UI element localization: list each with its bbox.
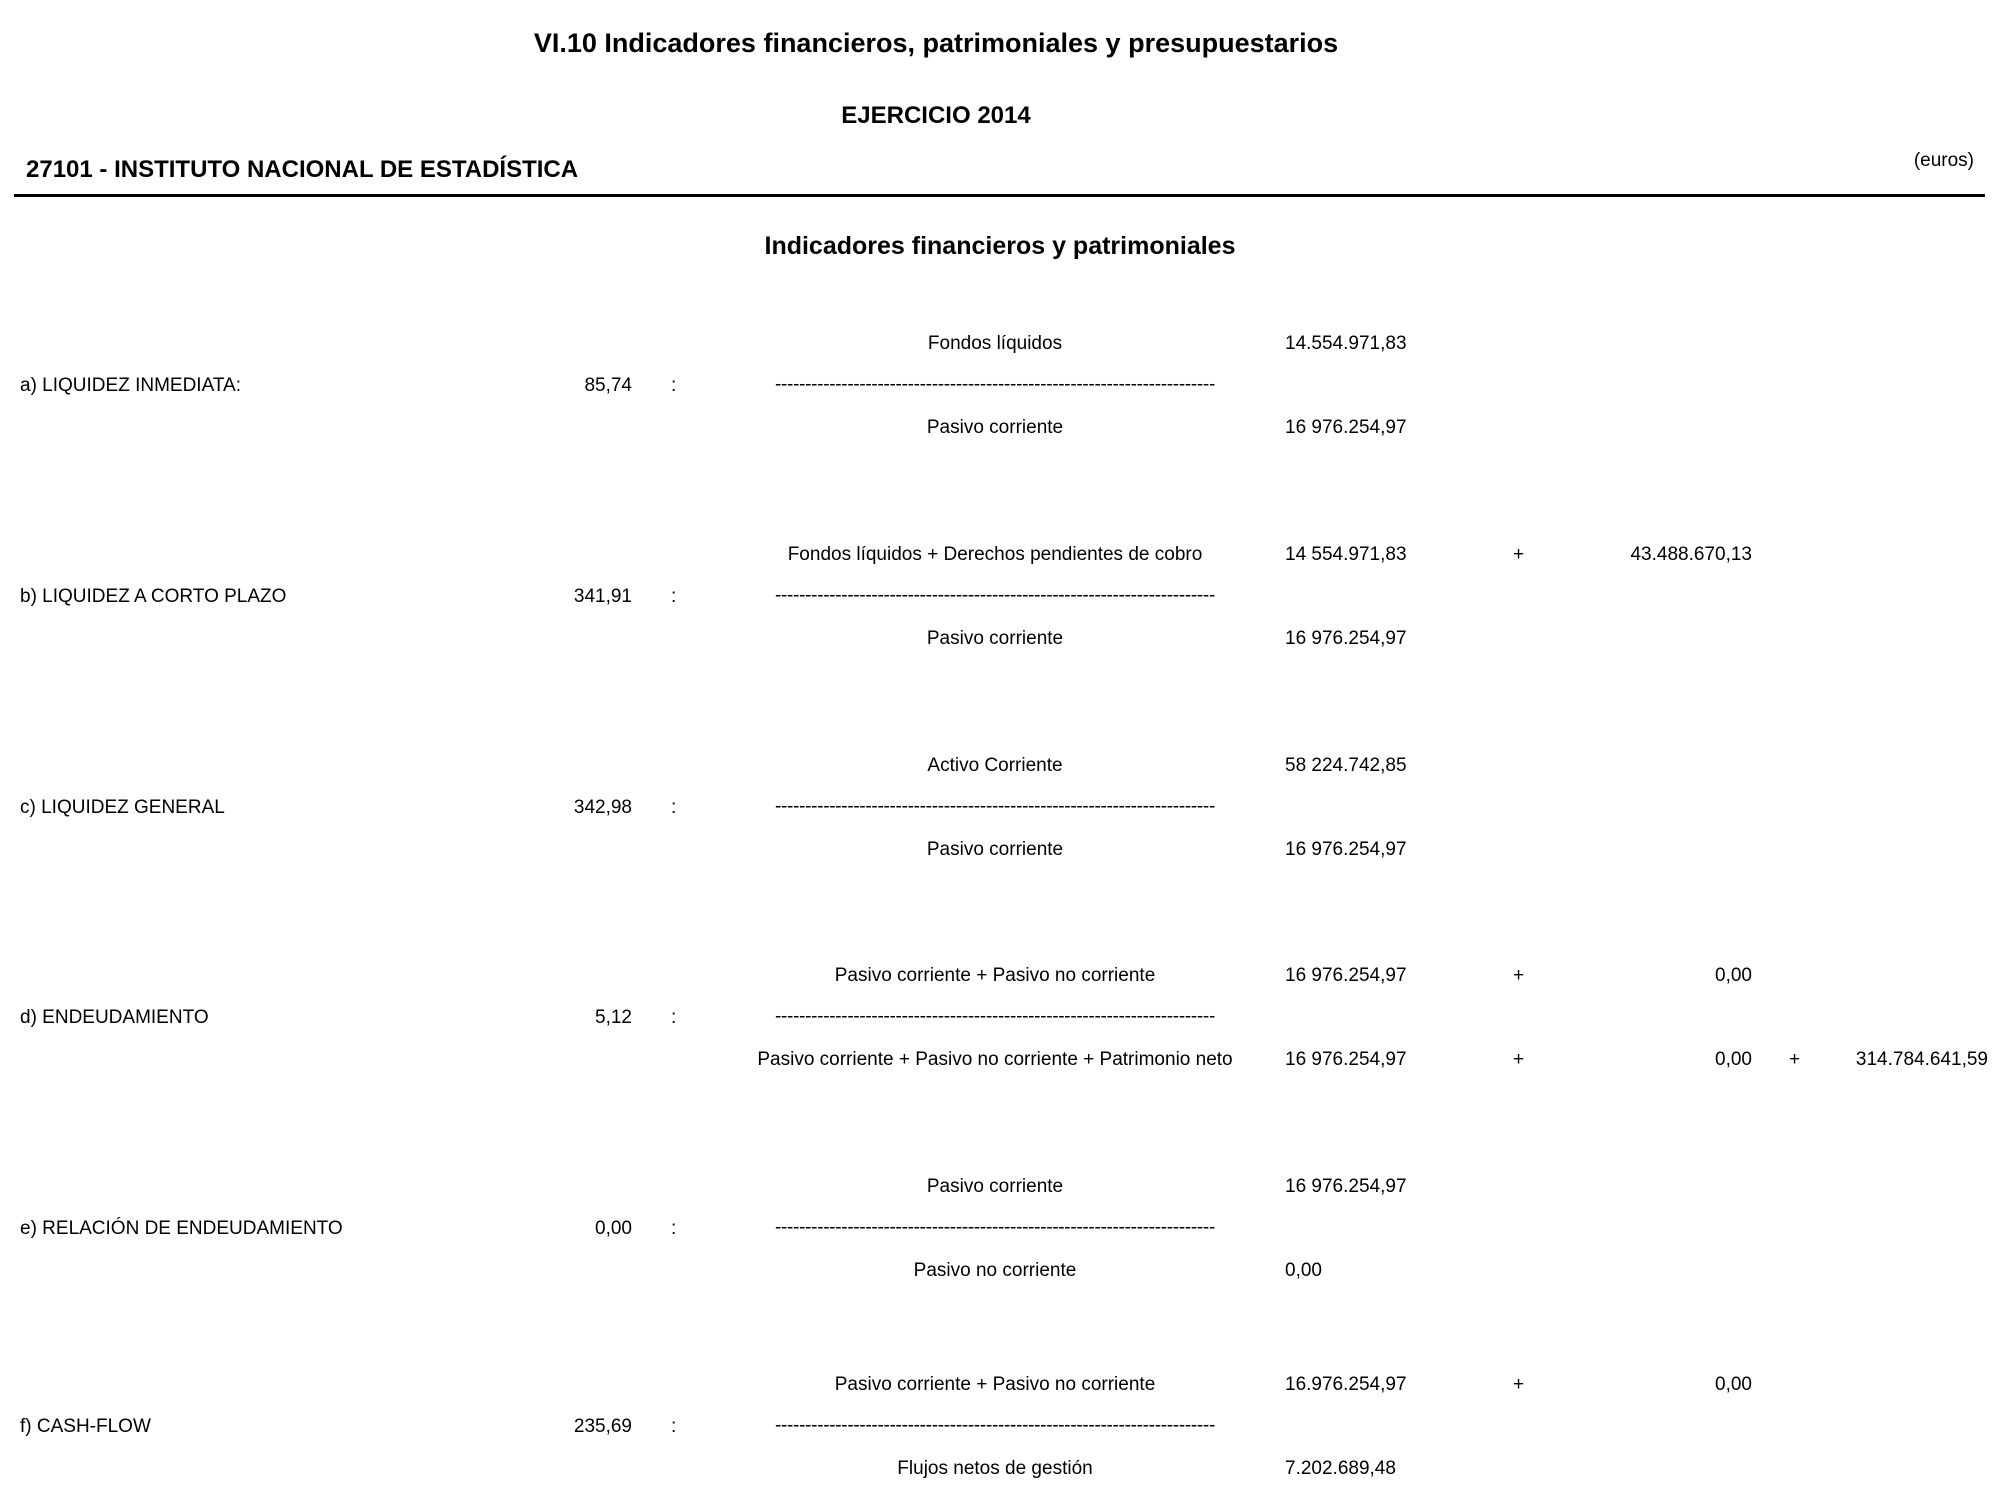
numerator-text: Pasivo corriente + Pasivo no corriente — [834, 965, 1156, 986]
indicator-colon: : — [671, 375, 677, 396]
report-title: VI.10 Indicadores financieros, patrimoniales y presupuestarios — [533, 28, 1339, 58]
indicator-label: b) LIQUIDEZ A CORTO PLAZO — [20, 586, 287, 607]
indicator-label: e) RELACIÓN DE ENDEUDAMIENTO — [20, 1218, 343, 1239]
indicator-colon: : — [671, 1218, 677, 1239]
numerator-plus-1: + — [1513, 1374, 1525, 1395]
denominator-text: Pasivo corriente + Pasivo no corriente + Patrimonio neto — [757, 1049, 1233, 1070]
indicator-label: f) CASH-FLOW — [20, 1416, 151, 1437]
numerator-plus-1: + — [1513, 965, 1525, 986]
denominator-amount-1: 16 976.254,97 — [1285, 839, 1407, 860]
header-rule — [14, 194, 1985, 197]
numerator-text: Pasivo corriente — [926, 1176, 1064, 1197]
denominator-text: Pasivo no corriente — [913, 1260, 1077, 1281]
numerator-amount-2: 43.488.670,13 — [1630, 544, 1752, 565]
numerator-amount-1: 14.554.971,83 — [1285, 333, 1407, 354]
numerator-text: Pasivo corriente + Pasivo no corriente — [834, 1374, 1156, 1395]
indicator-colon: : — [671, 1416, 677, 1437]
denominator-amount-1: 7.202.689,48 — [1285, 1458, 1396, 1479]
numerator-amount-2: 0,00 — [1715, 1374, 1752, 1395]
denominator-amount-2: 0,00 — [1715, 1049, 1752, 1070]
fraction-divider: ------------------------------------------------------------------------- — [775, 796, 1215, 817]
entity-name: 27101 - INSTITUTO NACIONAL DE ESTADÍSTICA — [26, 156, 579, 183]
indicator-value: 0,00 — [595, 1218, 632, 1239]
indicator-label: a) LIQUIDEZ INMEDIATA: — [20, 375, 241, 396]
indicator-value: 342,98 — [573, 797, 632, 818]
indicator-colon: : — [671, 1007, 677, 1028]
denominator-amount-1: 16 976.254,97 — [1285, 1049, 1407, 1070]
numerator-amount-1: 14 554.971,83 — [1285, 544, 1407, 565]
indicator-colon: : — [671, 797, 677, 818]
numerator-text: Activo Corriente — [927, 755, 1063, 776]
fraction-divider: ------------------------------------------------------------------------- — [775, 1006, 1215, 1027]
denominator-text: Pasivo corriente — [926, 628, 1064, 649]
indicator-colon: : — [671, 586, 677, 607]
indicator-label: c) LIQUIDEZ GENERAL — [20, 797, 225, 818]
indicator-label: d) ENDEUDAMIENTO — [20, 1007, 209, 1028]
report-subtitle: EJERCICIO 2014 — [841, 102, 1031, 129]
numerator-plus-1: + — [1513, 544, 1525, 565]
fraction-divider: ------------------------------------------------------------------------- — [775, 1217, 1215, 1238]
fraction-divider: ------------------------------------------------------------------------- — [775, 374, 1215, 395]
numerator-amount-1: 16.976.254,97 — [1285, 1374, 1407, 1395]
denominator-text: Pasivo corriente — [926, 417, 1064, 438]
indicator-value: 85,74 — [584, 375, 632, 396]
numerator-text: Fondos líquidos — [927, 333, 1063, 354]
denominator-plus-1: + — [1513, 1049, 1525, 1070]
indicator-value: 5,12 — [595, 1007, 632, 1028]
denominator-text: Pasivo corriente — [926, 839, 1064, 860]
fraction-divider: ------------------------------------------------------------------------- — [775, 585, 1215, 606]
denominator-text: Flujos netos de gestión — [897, 1458, 1093, 1479]
indicator-value: 235,69 — [573, 1416, 632, 1437]
fraction-divider: ------------------------------------------------------------------------- — [775, 1415, 1215, 1436]
numerator-amount-1: 16 976.254,97 — [1285, 1176, 1407, 1197]
denominator-amount-1: 0,00 — [1285, 1260, 1322, 1281]
numerator-amount-1: 16 976.254,97 — [1285, 965, 1407, 986]
numerator-amount-2: 0,00 — [1715, 965, 1752, 986]
denominator-plus-2: + — [1789, 1049, 1801, 1070]
indicator-value: 341,91 — [573, 586, 632, 607]
denominator-amount-3: 314.784.641,59 — [1855, 1049, 1988, 1070]
denominator-amount-1: 16 976.254,97 — [1285, 628, 1407, 649]
numerator-text: Fondos líquidos + Derechos pendientes de cobro — [787, 544, 1203, 565]
units-label: (euros) — [1913, 150, 1974, 171]
section-title: Indicadores financieros y patrimoniales — [764, 232, 1236, 260]
denominator-amount-1: 16 976.254,97 — [1285, 417, 1407, 438]
numerator-amount-1: 58 224.742,85 — [1285, 755, 1407, 776]
